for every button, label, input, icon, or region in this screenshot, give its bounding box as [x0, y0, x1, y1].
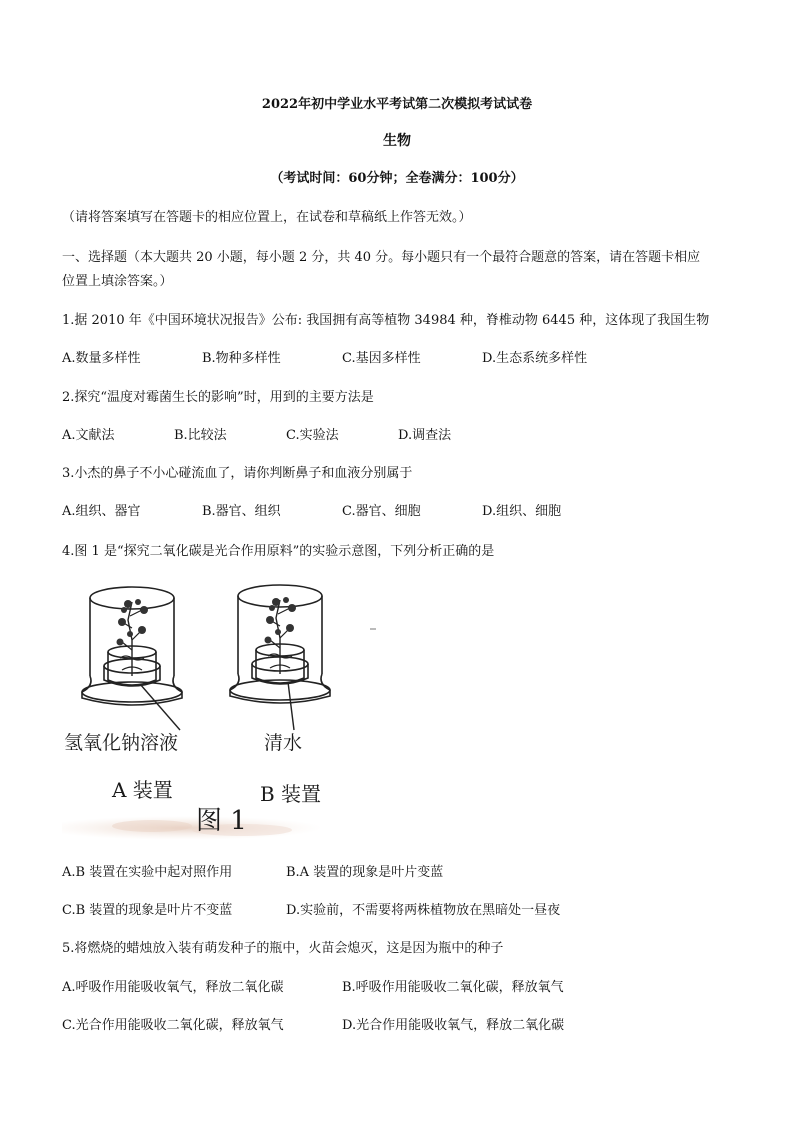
question-3-option-a: A.组织、器官 — [62, 504, 141, 519]
figure-caption: 图 1 — [196, 806, 247, 836]
question-4-option-b: B.A 装置的现象是叶片变蓝 — [286, 865, 444, 880]
exam-info: （考试时间：60分钟；全卷满分：100分） — [270, 171, 524, 186]
question-5-option-b: B.呼吸作用能吸收二氧化碳，释放氧气 — [342, 980, 564, 995]
label-device-b: B 装置 — [260, 782, 322, 806]
question-3-stem: 3.小杰的鼻子不小心碰流血了，请你判断鼻子和血液分别属于 — [62, 466, 413, 481]
figure-1 — [62, 580, 352, 842]
question-1-option-c: C.基因多样性 — [342, 351, 421, 366]
question-2-option-d: D.调查法 — [398, 428, 452, 443]
label-device-a: A 装置 — [112, 778, 173, 802]
question-3-option-b: B.器官、组织 — [202, 504, 281, 519]
label-clear-water: 清水 — [264, 732, 303, 754]
subject-title: 生物 — [383, 133, 411, 149]
question-1-option-d: D.生态系统多样性 — [482, 351, 588, 366]
question-1-stem: 1.据 2010 年《中国环境状况报告》公布: 我国拥有高等植物 34984 种，脊椎动物 6445 种，这体现了我国生物 — [62, 313, 710, 328]
question-5-option-a: A.呼吸作用能吸收氧气，释放二氧化碳 — [62, 980, 284, 995]
question-4-stem: 4.图 1 是“探究二氧化碳是光合作用原料”的实验示意图，下列分析正确的是 — [62, 544, 495, 559]
question-2-option-b: B.比较法 — [174, 428, 227, 443]
scan-mark — [370, 628, 376, 630]
question-2-stem: 2.探究“温度对霉菌生长的影响”时，用到的主要方法是 — [62, 390, 374, 405]
question-4-option-c: C.B 装置的现象是叶片不变蓝 — [62, 903, 233, 918]
question-4-option-a: A.B 装置在实验中起对照作用 — [62, 865, 233, 880]
device-a-jar-icon — [82, 587, 182, 730]
question-5-option-d: D.光合作用能吸收氧气，释放二氧化碳 — [342, 1018, 565, 1033]
question-4-option-d: D.实验前，不需要将两株植物放在黑暗处一昼夜 — [286, 903, 561, 918]
question-5-option-c: C.光合作用能吸收二氧化碳，释放氧气 — [62, 1018, 284, 1033]
section-intro-line-1: 一、选择题（本大题共 20 小题，每小题 2 分，共 40 分。每小题只有一个最符合题意的答案，请在答题卡相应 — [62, 250, 701, 265]
question-2-option-a: A.文献法 — [62, 428, 115, 443]
question-3-option-c: C.器官、细胞 — [342, 504, 421, 519]
question-3-option-d: D.组织、细胞 — [482, 504, 562, 519]
question-2-option-c: C.实验法 — [286, 428, 339, 443]
label-naoh-solution: 氢氧化钠溶液 — [64, 732, 179, 754]
question-5-stem: 5.将燃烧的蜡烛放入装有萌发种子的瓶中，火苗会熄灭，这是因为瓶中的种子 — [62, 941, 504, 956]
device-b-jar-icon — [230, 585, 330, 730]
exam-title: 2022年初中学业水平考试第二次模拟考试试卷 — [261, 97, 533, 112]
question-1-option-b: B.物种多样性 — [202, 351, 281, 366]
question-1-option-a: A.数量多样性 — [62, 351, 141, 366]
section-intro-line-2: 位置上填涂答案。） — [62, 274, 173, 289]
notice: （请将答案填写在答题卡的相应位置上，在试卷和草稿纸上作答无效。） — [62, 210, 472, 225]
